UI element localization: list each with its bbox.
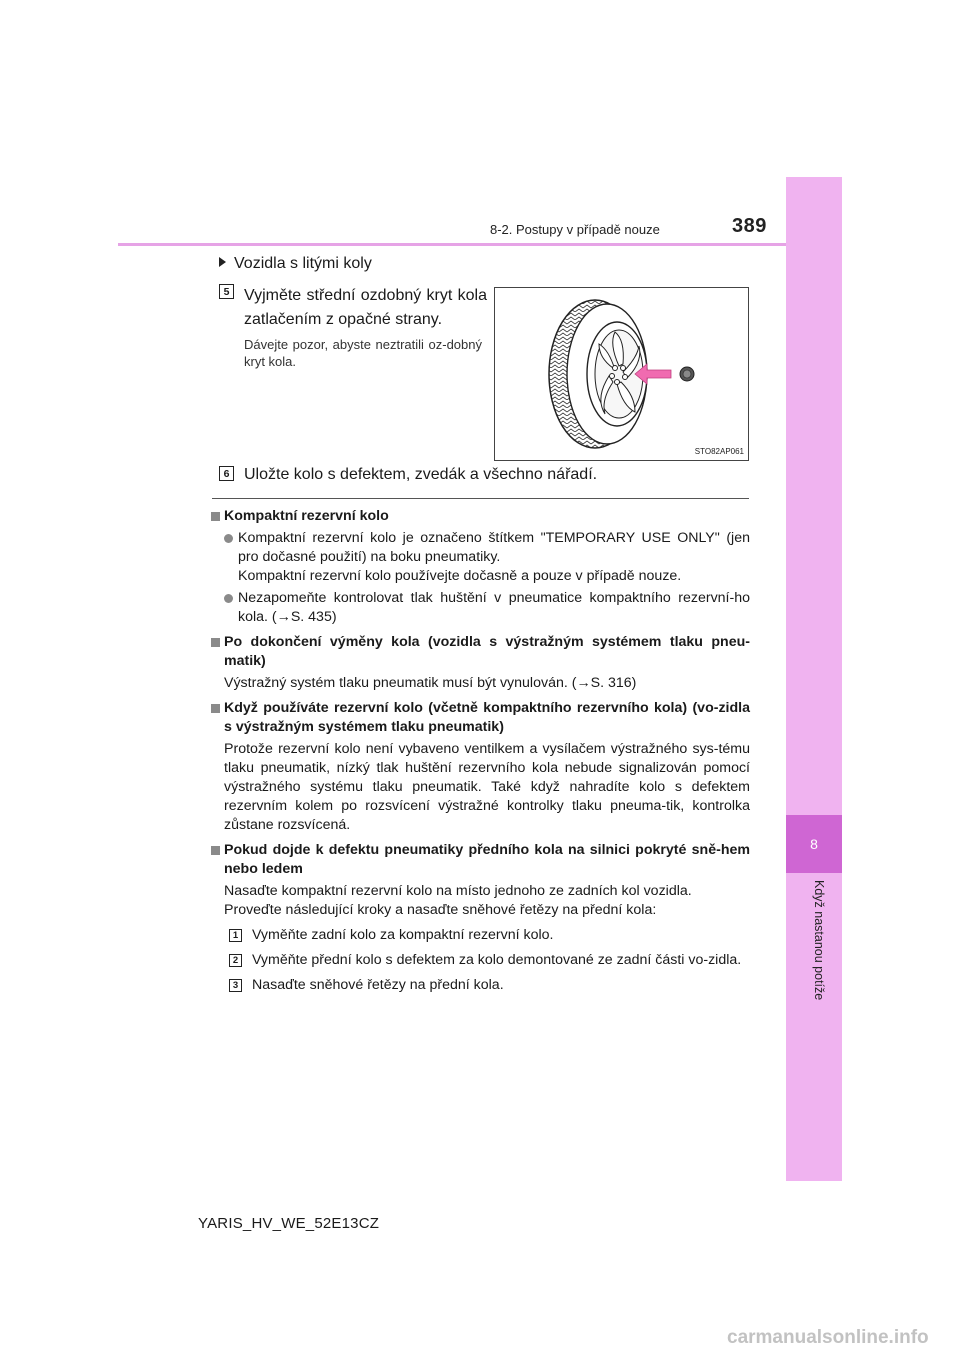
wheel-cap-removal-icon (495, 288, 748, 460)
section-divider (212, 498, 749, 499)
round-bullet-icon (224, 534, 233, 543)
watermark: carmanualsonline.info (727, 1327, 929, 1348)
note-title: Pokud dojde k defektu pneumatiky předního kola na silnici pokryté sně-hem nebo ledem (211, 841, 750, 879)
note-bullet: Kompaktní rezervní kolo je označeno štítkem "TEMPORARY USE ONLY" (jen pro dočasné použití) na boku pneumatiky. Kompaktní rezervní kolo používejte dočasně a pouze v případě nouze. (211, 529, 750, 586)
square-bullet-icon (211, 846, 220, 855)
step-number-5: 5 (219, 284, 234, 299)
chapter-number-tab: 8 (786, 815, 842, 873)
square-bullet-icon (211, 512, 220, 521)
substep-number-3: 3 (229, 979, 242, 992)
wheel-illustration (494, 287, 749, 461)
header-rule (118, 243, 786, 246)
substep: 3 Nasaďte sněhové řetězy na přední kola. (211, 976, 750, 995)
substep: 1 Vyměňte zadní kolo za kompaktní rezervní kolo. (211, 926, 750, 945)
note-bullet: Nezapomeňte kontrolovat tlak huštění v pneumatice kompaktního rezervní-ho kola. (→S. 435) (211, 589, 750, 627)
step-5-text: Vyjměte střední ozdobný kryt kola zatlačením z opačné strany. (244, 287, 487, 328)
note-title: Když používáte rezervní kolo (včetně kompaktního rezervního kola) (vo-zidla s výstražným systémem tlaku pneumatik) (211, 699, 750, 737)
step-5-note: Dávejte pozor, abyste neztratili oz-dobný kryt kola. (244, 337, 482, 369)
note-body: Výstražný systém tlaku pneumatik musí být vynulován. (→S. 316) (224, 675, 637, 691)
note-body: Nasaďte kompaktní rezervní kolo na místo jednoho ze zadních kol vozidla. Proveďte následující kroky a nasaďte sněhové řetězy na přední kola: (224, 883, 692, 918)
section-title: 8-2. Postupy v případě nouze (490, 222, 660, 237)
square-bullet-icon (211, 704, 220, 713)
step-number-6: 6 (219, 466, 234, 481)
note-body: Protože rezervní kolo není vybaveno ventilkem a vysílačem výstražného sys-tému tlaku pneumatik, nízký tlak huštění rezervního kola nebude signalizován pomocí výstražného systému tlaku pneumatik. Také když nahradíte kolo s defektem rezervním kolem po rozsvícení výstražné kontrolky tlaku pneuma-tik, kontrolka zůstane rozsvícená. (224, 741, 750, 833)
substep-number-1: 1 (229, 929, 242, 942)
chapter-title-vertical: Když nastanou potíže (812, 880, 826, 1001)
subtitle (219, 255, 372, 273)
notes-section (211, 507, 750, 995)
document-code: YARIS_HV_WE_52E13CZ (198, 1215, 380, 1232)
page-number: 389 (732, 215, 767, 237)
triangle-arrow-icon (219, 257, 226, 267)
chapter-side-tab (786, 177, 842, 1181)
round-bullet-icon (224, 594, 233, 603)
subtitle-text: Vozidla s litými koly (234, 255, 372, 272)
step-6-text: Uložte kolo s defektem, zvedák a všechno nářadí. (244, 466, 598, 483)
substep: 2 Vyměňte přední kolo s defektem za kolo demontované ze zadní části vo-zidla. (211, 951, 750, 970)
note-title: Kompaktní rezervní kolo (211, 507, 750, 526)
substep-number-2: 2 (229, 954, 242, 967)
square-bullet-icon (211, 638, 220, 647)
note-title: Po dokončení výměny kola (vozidla s výstražným systémem tlaku pneu-matik) (211, 633, 750, 671)
figure-code: STO82AP061 (694, 447, 744, 456)
